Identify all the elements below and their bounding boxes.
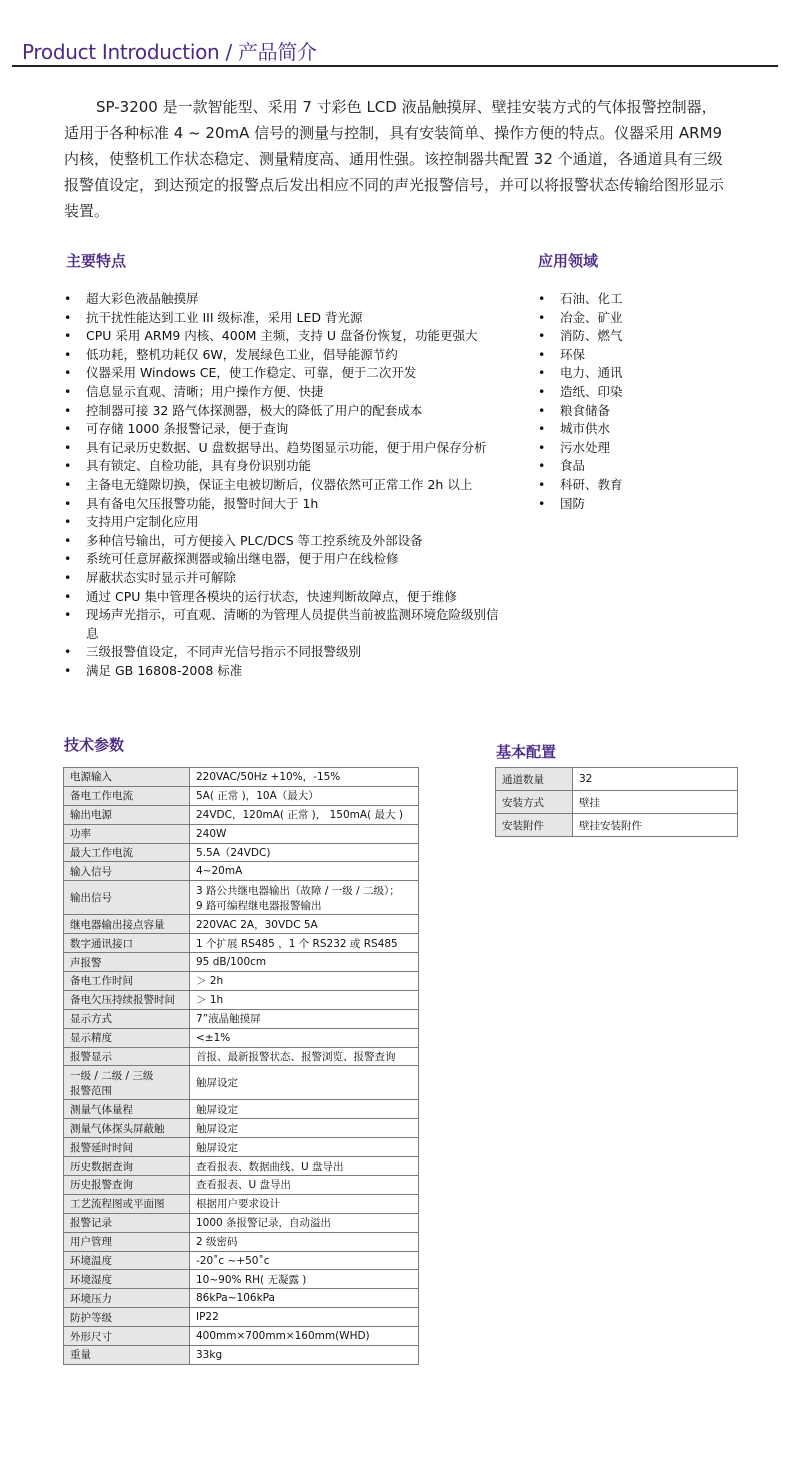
param-value: 查看报表、数据曲线、U 盘导出 (190, 1157, 419, 1176)
feature-item: • 具有备电欠压报警功能，报警时间大于 1h (64, 495, 504, 514)
application-item: • 科研、教育 (538, 476, 738, 495)
param-name: 功率 (64, 824, 190, 843)
table-row (64, 1289, 419, 1308)
table-row (64, 1119, 419, 1138)
feature-item: • 信息显示直观、清晰；用户操作方便、快捷 (64, 383, 504, 402)
application-item: • 电力、通讯 (538, 364, 738, 383)
param-name: 安装附件 (496, 814, 573, 837)
param-value: 400mm×700mm×160mm(WHD) (190, 1327, 419, 1346)
param-name: 报警记录 (64, 1213, 190, 1232)
table-row (64, 1047, 419, 1066)
feature-item: • 通过 CPU 集中管理各模块的运行状态，快速判断故障点，便于维修 (64, 588, 504, 607)
table-row (64, 1232, 419, 1251)
param-value: <±1% (190, 1028, 419, 1047)
table-row (64, 1327, 419, 1346)
table-row (64, 972, 419, 991)
table-row (64, 1138, 419, 1157)
table-row (64, 1213, 419, 1232)
table-row (64, 1308, 419, 1327)
feature-item: • 超大彩色液晶触摸屏 (64, 290, 504, 309)
param-name: 输出电源 (64, 805, 190, 824)
param-value: ＞ 2h (190, 972, 419, 991)
param-value: 24VDC，120mA( 正常 )， 150mA( 最大 ) (190, 805, 419, 824)
features-heading: 主要特点 (66, 252, 127, 270)
feature-item: • 现场声光指示，可直观、清晰的为管理人员提供当前被监测环境危险级别信息 (64, 606, 504, 643)
param-name: 一级 / 二级 / 三级 报警范围 (64, 1066, 190, 1100)
specs-table (63, 767, 419, 1365)
table-row (64, 862, 419, 881)
feature-item: • 具有锁定、自检功能，具有身份识别功能 (64, 457, 504, 476)
param-name: 数字通讯接口 (64, 934, 190, 953)
param-name: 外形尺寸 (64, 1327, 190, 1346)
feature-item: • 多种信号输出，可方便接入 PLC/DCS 等工控系统及外部设备 (64, 532, 504, 551)
application-item: • 粮食储备 (538, 402, 738, 421)
param-name: 电源输入 (64, 768, 190, 787)
param-value: 壁挂 (573, 791, 738, 814)
param-value: 32 (573, 768, 738, 791)
application-item: • 消防、燃气 (538, 327, 738, 346)
param-value: 5A( 正常 )，10A（最大） (190, 786, 419, 805)
param-name: 用户管理 (64, 1232, 190, 1251)
table-row (64, 934, 419, 953)
param-value: 壁挂安装附件 (573, 814, 738, 837)
param-name: 环境温度 (64, 1251, 190, 1270)
basic-config-heading: 基本配置 (496, 743, 557, 761)
param-value: 查看报表、U 盘导出 (190, 1176, 419, 1195)
param-value: 触屏设定 (190, 1066, 419, 1100)
table-row (64, 1157, 419, 1176)
param-name: 显示精度 (64, 1028, 190, 1047)
features-list (64, 290, 504, 680)
param-name: 报警延时时间 (64, 1138, 190, 1157)
table-row (64, 1066, 419, 1100)
intro-paragraph: SP-3200 是一款智能型、采用 7 寸彩色 LCD 液晶触摸屏、壁挂安装方式的气体报警控制器，适用于各种标准 4 ~ 20mA 信号的测量与控制，具有安装简单、操作方便的特点。仪器采用 ARM9 内核，使整机工作状态稳定、测量精度高、通用性强。该控制器共配置 32 个通道，各通道具有三级报警值设定，到达预定的报警点后发出相应不同的声光报警信号，并可以将报警状态传输给图形显示装置。 (64, 98, 725, 220)
table-row (64, 915, 419, 934)
application-item: • 食品 (538, 457, 738, 476)
param-name: 工艺流程图或平面图 (64, 1194, 190, 1213)
application-item: • 污水处理 (538, 439, 738, 458)
param-value: 220VAC/50Hz +10%，-15% (190, 768, 419, 787)
param-name: 重量 (64, 1346, 190, 1365)
param-name: 备电工作时间 (64, 972, 190, 991)
application-item: • 冶金、矿业 (538, 309, 738, 328)
table-row (64, 824, 419, 843)
param-name: 最大工作电流 (64, 843, 190, 862)
title-divider (12, 65, 778, 67)
table-row (64, 881, 419, 915)
table-row (64, 1270, 419, 1289)
table-row (64, 768, 419, 787)
param-value: 首报、最新报警状态、报警浏览、报警查询 (190, 1047, 419, 1066)
table-row (64, 805, 419, 824)
param-value: 240W (190, 824, 419, 843)
param-value: -20˚c ~+50˚c (190, 1251, 419, 1270)
param-value: 95 dB/100cm (190, 953, 419, 972)
specs-heading: 技术参数 (64, 736, 125, 754)
feature-item: • 主备电无缝隙切换，保证主电被切断后，仪器依然可正常工作 2h 以上 (64, 476, 504, 495)
param-name: 环境湿度 (64, 1270, 190, 1289)
param-name: 继电器输出接点容量 (64, 915, 190, 934)
page-title: Product Introduction / 产品简介 (22, 40, 317, 64)
param-name: 报警显示 (64, 1047, 190, 1066)
param-value: 10~90% RH( 无凝露 ) (190, 1270, 419, 1289)
param-value: 3 路公共继电器输出（故障 / 一级 / 二级）； 9 路可编程继电器报警输出 (190, 881, 419, 915)
table-row (64, 786, 419, 805)
table-row (64, 990, 419, 1009)
application-item: • 环保 (538, 346, 738, 365)
table-row (64, 1009, 419, 1028)
param-value: IP22 (190, 1308, 419, 1327)
feature-item: • 具有记录历史数据、U 盘数据导出、趋势图显示功能，便于用户保存分析 (64, 439, 504, 458)
table-row (64, 1028, 419, 1047)
param-name: 显示方式 (64, 1009, 190, 1028)
feature-item: • 可存储 1000 条报警记录，便于查询 (64, 420, 504, 439)
param-value: 1000 条报警记录，自动溢出 (190, 1213, 419, 1232)
basic-config-table (495, 767, 738, 837)
param-name: 输入信号 (64, 862, 190, 881)
table-row (64, 1251, 419, 1270)
applications-list (538, 290, 738, 513)
application-item: • 造纸、印染 (538, 383, 738, 402)
param-name: 安装方式 (496, 791, 573, 814)
param-value: 触屏设定 (190, 1138, 419, 1157)
param-name: 测量气体探头屏蔽触 (64, 1119, 190, 1138)
applications-heading: 应用领域 (538, 252, 599, 270)
param-name: 防护等级 (64, 1308, 190, 1327)
table-row (64, 953, 419, 972)
param-name: 测量气体量程 (64, 1100, 190, 1119)
feature-item: • 低功耗，整机功耗仅 6W，发展绿色工业，倡导能源节约 (64, 346, 504, 365)
feature-item: • 支持用户定制化应用 (64, 513, 504, 532)
feature-item: • 仪器采用 Windows CE，使工作稳定、可靠，便于二次开发 (64, 364, 504, 383)
param-value: 根据用户要求设计 (190, 1194, 419, 1213)
param-name: 输出信号 (64, 881, 190, 915)
application-item: • 石油、化工 (538, 290, 738, 309)
table-row (64, 1100, 419, 1119)
feature-item: • 系统可任意屏蔽探测器或输出继电器，便于用户在线检修 (64, 550, 504, 569)
feature-item: • CPU 采用 ARM9 内核、400M 主频，支持 U 盘备份恢复，功能更强大 (64, 327, 504, 346)
feature-item: • 满足 GB 16808-2008 标准 (64, 662, 504, 681)
param-name: 备电欠压持续报警时间 (64, 990, 190, 1009)
table-row (64, 1176, 419, 1195)
param-name: 声报警 (64, 953, 190, 972)
param-name: 环境压力 (64, 1289, 190, 1308)
param-value: 33kg (190, 1346, 419, 1365)
application-item: • 国防 (538, 495, 738, 514)
table-row (496, 768, 738, 791)
feature-item: • 屏蔽状态实时显示并可解除 (64, 569, 504, 588)
param-value: 触屏设定 (190, 1100, 419, 1119)
table-row (64, 1346, 419, 1365)
param-value: 4~20mA (190, 862, 419, 881)
param-name: 历史报警查询 (64, 1176, 190, 1195)
param-name: 备电工作电流 (64, 786, 190, 805)
table-row (64, 843, 419, 862)
table-row (64, 1194, 419, 1213)
table-row (496, 791, 738, 814)
feature-item: • 控制器可接 32 路气体探测器，极大的降低了用户的配套成本 (64, 402, 504, 421)
feature-item: • 抗干扰性能达到工业 III 级标准，采用 LED 背光源 (64, 309, 504, 328)
param-value: 220VAC 2A，30VDC 5A (190, 915, 419, 934)
param-value: 86kPa~106kPa (190, 1289, 419, 1308)
param-value: 2 级密码 (190, 1232, 419, 1251)
param-value: 1 个扩展 RS485 ，1 个 RS232 或 RS485 (190, 934, 419, 953)
param-value: 5.5A（24VDC) (190, 843, 419, 862)
param-value: 7”液晶触摸屏 (190, 1009, 419, 1028)
param-name: 通道数量 (496, 768, 573, 791)
application-item: • 城市供水 (538, 420, 738, 439)
feature-item: • 三级报警值设定，不同声光信号指示不同报警级别 (64, 643, 504, 662)
param-name: 历史数据查询 (64, 1157, 190, 1176)
table-row (496, 814, 738, 837)
param-value: ＞ 1h (190, 990, 419, 1009)
param-value: 触屏设定 (190, 1119, 419, 1138)
